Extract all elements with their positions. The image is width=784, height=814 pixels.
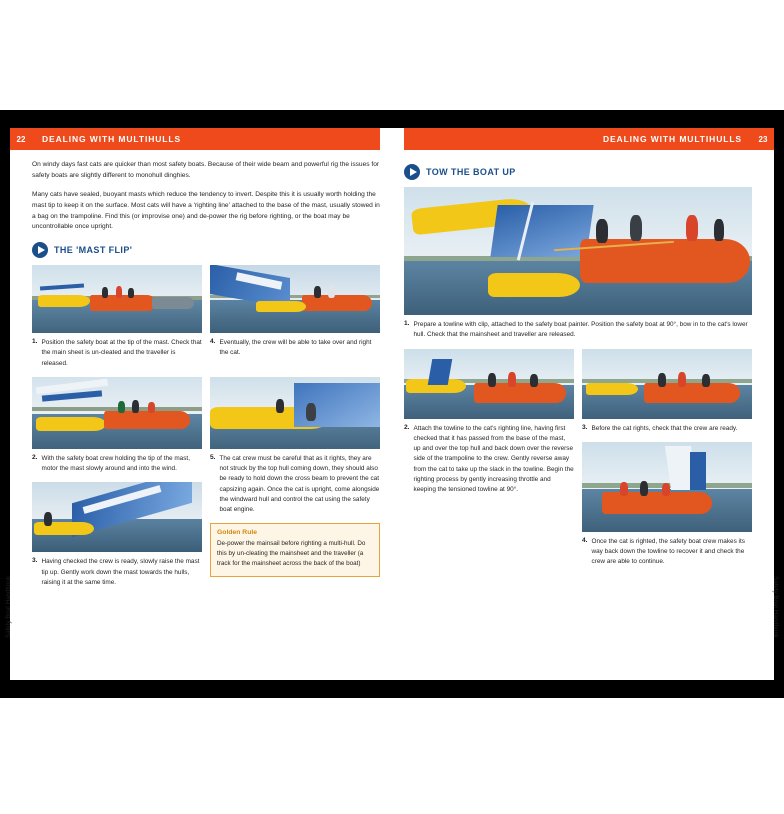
photo-mast-flip-step-1 (32, 265, 202, 333)
step-1-right (404, 320, 752, 341)
folio-right: 23 (752, 128, 774, 150)
right-column-1 (404, 349, 574, 576)
intro-paragraph-2: Many cats have sealed, buoyant masts which reduce the tendency to invert. Despite this it is usually worth holding the mast tip to keep it on the surface. Most cats will have a 'righting line' attached to the base of the mast, usually stowed in a bag on the trampoline. Find this (or improvise one) and de-power the rig before righting, or the boat may be uncontrollable once upright. (32, 191, 380, 231)
folio-left: 22 (10, 128, 32, 150)
step-2-text: With the safety boat crew holding the tip of the mast, motor the mast slowly around and into the wind. (41, 454, 190, 473)
photo-mast-flip-step-4 (210, 265, 380, 333)
left-column-2 (210, 265, 380, 377)
running-head-right-title: DEALING WITH MULTIHULLS (602, 134, 742, 144)
left-column-3 (32, 377, 202, 596)
step-1-right-text: Prepare a towline with clip, attached to the safety boat painter. Position the safety boat at 90°, bow in to the cat's lower hull. Check that the mainsheet and traveller are released. (413, 321, 748, 339)
photo-mast-flip-step-3 (32, 482, 202, 552)
step-3-right-number: 3. (582, 423, 588, 431)
section-heading-mast-flip (32, 242, 380, 258)
golden-rule-title: Golden Rule (217, 529, 258, 537)
section-title-text: THE 'MAST FLIP' (54, 245, 133, 256)
book-spread (5, 128, 779, 680)
step-3-right-text: Before the cat rights, check that the crew are ready. (591, 424, 738, 432)
left-column-1 (32, 265, 202, 377)
section-heading-tow-the-boat-up (404, 164, 752, 180)
golden-rule-box (210, 523, 380, 577)
step-1-right-number: 1. (404, 320, 410, 327)
step-2-number: 2. (32, 453, 38, 461)
play-triangle-icon (404, 164, 420, 180)
step-1-left (32, 338, 202, 369)
running-head-right (404, 128, 752, 150)
step-4-right-number: 4. (582, 536, 588, 544)
step-2-right-text: Attach the towline to the cat's righting line, having first checked that it has passed from the base of the mast, up and over the top hull and back down over the reverse side of the trampoline to the crew. Gently reverse away from the cat to take up the slack in the towline. Begin the righting process by gently increasing throttle and keeping the tensioned towline at 90°. (413, 424, 574, 493)
right-photo-grid (404, 349, 752, 576)
step-5-text: The cat crew must be careful that as it rights, they are not struck by the top hull coming down, they should also be ready to hold down the cross beam to prevent the cat capsizing again. Once the cat is upright, come alongside the windward hull and control the cat using the safety boat engine. (219, 454, 380, 514)
step-5-left (210, 454, 380, 516)
step-3-text: Having checked the crew is ready, slowly raise the mast tip up. Gently work down the mast towards the hulls, raising it at the same time. (41, 558, 200, 586)
step-3-right (582, 424, 752, 434)
right-page (392, 128, 779, 680)
side-tab-right: Safety Boat Handbook (772, 576, 779, 638)
side-tab-left: Safety Boat Handbook (5, 576, 12, 638)
golden-rule-text: De-power the mainsail before righting a multi-hull. Do this by un-cleating the mainsheet and the traveller (a track for the mainsheet across the back of the boat) (217, 540, 366, 568)
running-head-left (32, 128, 380, 150)
left-page-content (32, 160, 380, 596)
step-1-text: Position the safety boat at the tip of the mast. Check that the main sheet is un-cleated and the traveller is released. (41, 339, 202, 367)
right-column-2 (582, 349, 752, 576)
intro-paragraph-1: On windy days fast cats are quicker than most safety boats. Because of their wide beam and powerful rig the issues for safety boats are slightly different to monohull dinghies. (32, 161, 380, 179)
photo-tow-step-2 (404, 349, 574, 419)
step-3-left (32, 557, 202, 588)
step-5-number: 5. (210, 453, 216, 461)
left-photo-grid-row-1 (32, 265, 380, 377)
step-2-right (404, 424, 574, 496)
left-photo-grid-row-2 (32, 377, 380, 596)
left-page (5, 128, 392, 680)
step-4-number: 4. (210, 338, 216, 346)
photo-tow-step-4 (582, 442, 752, 532)
step-4-text: Eventually, the crew will be able to take over and right the cat. (219, 339, 372, 357)
step-1-number: 1. (32, 338, 38, 346)
photo-tow-step-3 (582, 349, 752, 419)
step-4-right-text: Once the cat is righted, the safety boat crew makes its way back down the towline to recover it and check the crew are able to continue. (591, 537, 745, 566)
photo-mast-flip-step-2 (32, 377, 202, 449)
running-head-left-title: DEALING WITH MULTIHULLS (42, 134, 182, 144)
step-2-left (32, 454, 202, 475)
step-4-right (582, 537, 752, 568)
left-column-4 (210, 377, 380, 596)
photo-tow-step-1 (404, 187, 752, 315)
step-3-number: 3. (32, 557, 38, 565)
right-page-content (404, 160, 752, 576)
step-2-right-number: 2. (404, 423, 410, 431)
play-triangle-icon (32, 242, 48, 258)
step-4-left (210, 338, 380, 359)
photo-mast-flip-step-5 (210, 377, 380, 449)
section-title-text-right: TOW THE BOAT UP (426, 167, 516, 177)
